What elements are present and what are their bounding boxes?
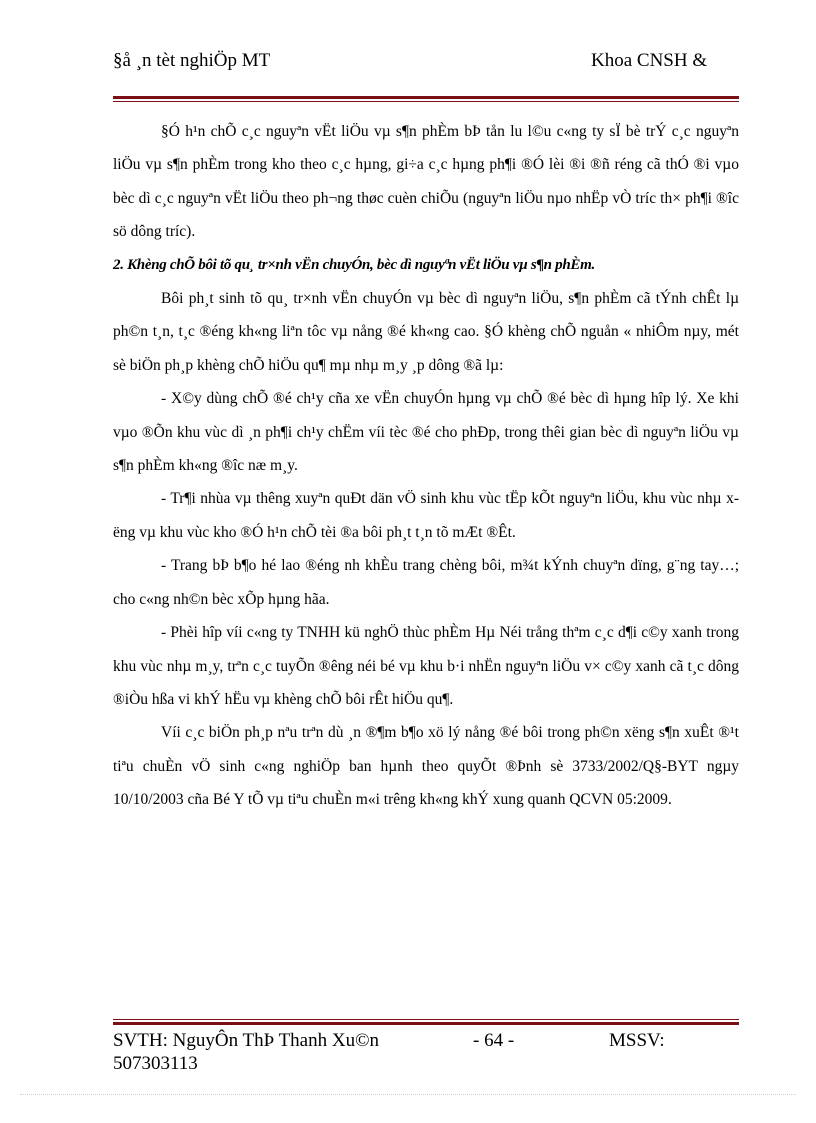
- header-rule-thick: [113, 96, 739, 99]
- paragraph-conclusion: Víi c¸c biÖn ph¸p nªu trªn dù ¸n ®¶m b¶o xö lý nång ®é bôi trong ph©n xëng s¶n xuÊt ®¹t tiªu chuÈn vÖ sinh c«ng nghiÖp ban hµnh theo quyÕt ®Þnh sè 3733/2002/Q§-BYT ngµy 10/10/2003 cña Bé Y tÕ vµ tiªu chuÈn m«i trêng kh«ng khÝ xung quanh QCVN 05:2009.: [113, 724, 739, 809]
- section-heading-dust-control: 2. Khèng chÕ bôi tõ qu¸ tr×nh vËn chuyÓn, bèc dì nguyªn vËt liÖu vµ s¶n phÈm.: [113, 256, 595, 273]
- paragraph-dust-sources: Bôi ph¸t sinh tõ qu¸ tr×nh vËn chuyÓn vµ bèc dì nguyªn liÖu, s¶n phÈm cã tÝnh chÊt lµ ph©n t¸n, t¸c ®éng kh«ng liªn tôc vµ nång ®é kh«ng cao. §Ó khèng chÕ nguån « nhiÔm nµy, mét sè biÖn ph¸p khèng chÕ hiÖu qu¶ mµ nhµ m¸y ¸p dông ®ã lµ:: [113, 290, 739, 374]
- header-document-title: §å ¸n tèt nghiÖp MT: [113, 50, 271, 71]
- footer-student-name: SVTH: NguyÔn ThÞ Thanh Xu©n: [113, 1030, 380, 1051]
- footer-rule-thin: [113, 1019, 739, 1020]
- paragraph-paving: - Tr¶i nhùa vµ thêng xuyªn quÐt dän vÖ sinh khu vùc tËp kÕt nguyªn liÖu, khu vùc nhµ xëng vµ khu vùc kho ®Ó h¹n chÕ tèi ®a bôi ph¸t t¸n tõ mÆt ®Êt.: [113, 490, 739, 541]
- page-number: - 64 -: [473, 1030, 515, 1051]
- page-edge-divider: [20, 1094, 796, 1095]
- paragraph-green-trees: - Phèi hîp víi c«ng ty TNHH kü nghÖ thùc phÈm Hµ Néi trång thªm c¸c d¶i c©y xanh trong khu vùc nhµ m¸y, trªn c¸c tuyÕn ®êng néi bé vµ khu b·i nhËn nguyªn liÖu v× c©y xanh cã t¸c dông ®iÒu hßa vi khÝ hËu vµ khèng chÕ bôi rÊt hiÖu qu¶.: [113, 624, 739, 708]
- paragraph-storage: §Ó h¹n chÕ c¸c nguyªn vËt liÖu vµ s¶n phÈm bÞ tån lu l©u c«ng ty sÏ bè trÝ c¸c nguyªn liÖu vµ s¶n phÈm trong kho theo c¸c hµng, gi÷a c¸c hµng ph¶i ®Ó lèi ®i ®ñ réng cã thÓ ®i vµo bèc dì c¸c nguyªn vËt liÖu theo ph¬ng thøc cuèn chiÕu (nguyªn liÖu nµo nhËp vÒ tríc th× ph¶i ®îc sö dông tríc).: [113, 123, 739, 241]
- header-rule-thin: [113, 101, 739, 102]
- footer-student-number: 507303113: [113, 1053, 198, 1074]
- footer-rule-thick: [113, 1022, 739, 1025]
- paragraph-vehicle-regime: - X©y dùng chÕ ®é ch¹y cña xe vËn chuyÓn hµng vµ chÕ ®é bèc dì hµng hîp lý. Xe khi vµo ®Õn khu vùc dì ¸n ph¶i ch¹y chËm víi tèc ®é cho phÐp, trong thêi gian bèc dì nguyªn liÖu vµ s¶n phÈm kh«ng ®îc næ m¸y.: [113, 390, 739, 475]
- page-header: [113, 50, 729, 96]
- page-body: [113, 115, 739, 817]
- header-faculty: Khoa CNSH &: [591, 50, 708, 71]
- footer-mssv-label: MSSV:: [609, 1030, 665, 1051]
- paragraph-protective-gear: - Trang bÞ b¶o hé lao ®éng nh khÈu trang chèng bôi, m¾t kÝnh chuyªn dïng, g¨ng tay…; cho c«ng nh©n bèc xÕp hµng hãa.: [113, 557, 739, 608]
